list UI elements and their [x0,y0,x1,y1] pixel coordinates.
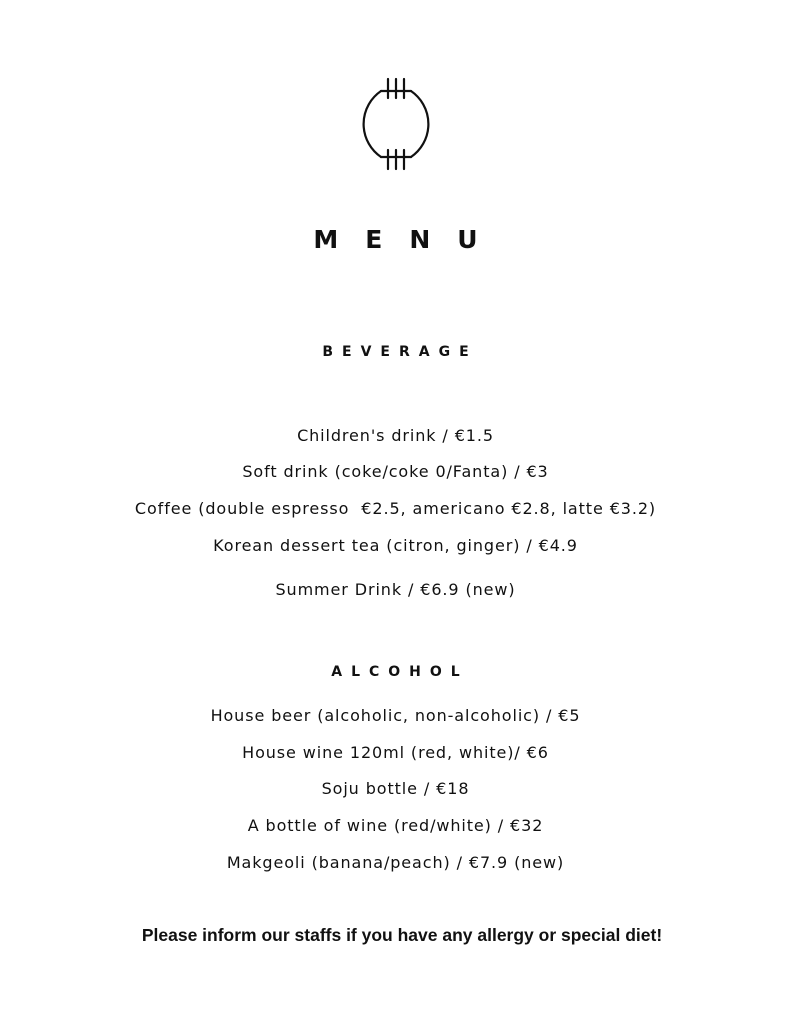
alcohol-item-bottle-of-wine: A bottle of wine (red/white) / €32 [247,816,544,835]
beverage-item-soft-drink: Soft drink (coke/coke 0/Fanta) / €3 [242,462,549,481]
beverage-item-korean-dessert-tea: Korean dessert tea (citron, ginger) / €4.9 [213,536,578,555]
alcohol-item-soju-bottle: Soju bottle / €18 [321,779,470,798]
alcohol-item-makgeoli: Makgeoli (banana/peach) / €7.9 (new) [226,853,565,872]
alcohol-item-house-beer: House beer (alcoholic, non-alcoholic) / €5 [210,706,581,725]
alcohol-heading: ALCOHOL [331,664,469,680]
beverage-heading: BEVERAGE [322,344,478,360]
beverage-item-summer-drink: Summer Drink / €6.9 (new) [275,580,516,599]
allergy-notice: Please inform our staffs if you have any allergy or special diet! [141,925,663,945]
beverage-item-coffee: Coffee (double espresso €2.5, americano €2.8, latte €3.2) [134,499,657,518]
alcohol-item-house-wine: House wine 120ml (red, white)/ €6 [242,743,549,762]
restaurant-logo-icon [352,74,440,174]
menu-title: MENU [313,225,505,254]
beverage-item-childrens-drink: Children's drink / €1.5 [297,426,494,445]
